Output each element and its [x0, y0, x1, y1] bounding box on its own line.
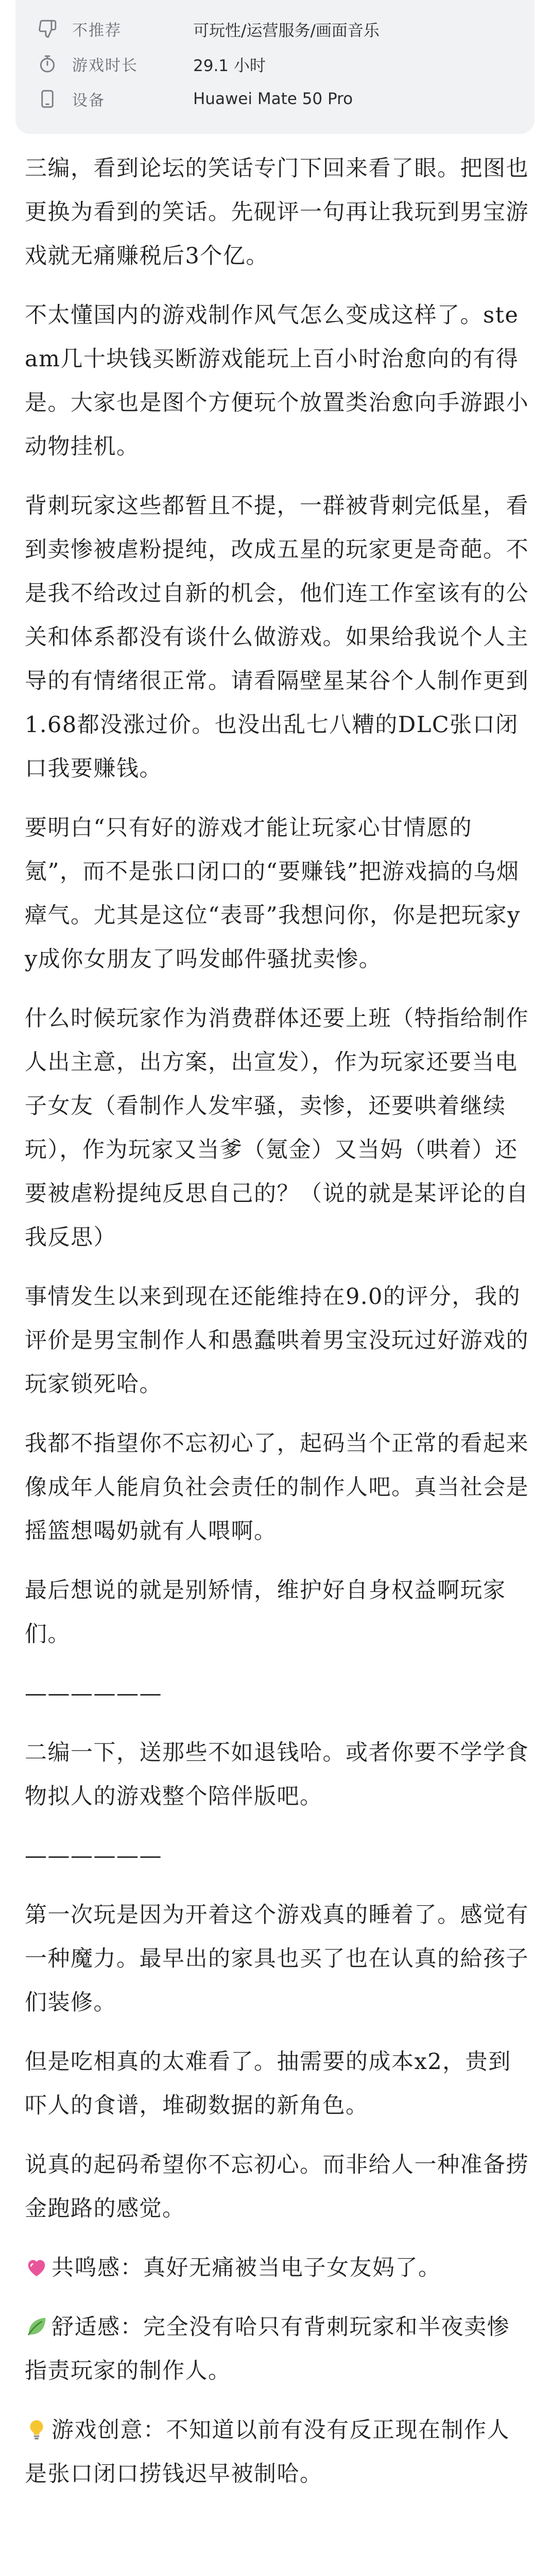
review-paragraph: 什么时候玩家作为消费群体还要上班（特指给制作人出主意，出方案，出宣发），作为玩家还要当电子女友（看制作人发牢骚，卖惨，还要哄着继续玩），作为玩家又当爹（氪金）又当妈（哄着）还要被虐粉提纯反思自己的？（说的就是某评论的自我反思）	[25, 1006, 529, 1250]
review-info-card	[15, 0, 535, 134]
divider-line: ——————	[25, 1681, 162, 1706]
review-paragraph: 说真的起码希望你不忘初心。而非给人一种准备捞金跑路的感觉。	[25, 2152, 529, 2222]
review-paragraph: 要明白“只有好的游戏才能让玩家心甘情愿的氪”，而不是张口闭口的“要赚钱”把游戏搞的乌烟瘴气。尤其是这位“表哥”我想问你，你是把玩家yy成你女朋友了吗发邮件骚扰卖惨。	[25, 815, 521, 972]
review-paragraph: 二编一下，送那些不如退钱哈。或者你要不学学食物拟人的游戏整个陪伴版吧。	[25, 1740, 529, 1809]
playtime-value: 29.1 小时	[193, 56, 266, 75]
tag-label: 游戏创意	[51, 2417, 143, 2443]
review-paragraph: 三编，看到论坛的笑话专门下回来看了眼。把图也更换为看到的笑话。先砚评一句再让我玩到男宝游戏就无痛赚税后3个亿。	[25, 156, 529, 269]
review-paragraph: 不太懂国内的游戏制作风气怎么变成这样了。steam几十块钱买断游戏能玩上百小时治愈向的有得是。大家也是图个方便玩个放置类治愈向手游跟小动物挂机。	[25, 302, 529, 460]
tag-label: 舒适感	[51, 2314, 121, 2340]
tag-text: ：完全没有哈只有背刺玩家和半夜卖惨指责玩家的制作人。	[25, 2314, 510, 2384]
divider-line: ——————	[25, 1843, 162, 1869]
recommendation-label: 不推荐	[72, 22, 122, 40]
recommendation-value: 可玩性/运营服务/画面音乐	[193, 21, 380, 40]
review-paragraph: 第一次玩是因为开着这个游戏真的睡着了。感觉有一种魔力。最早出的家具也买了也在认真的給孩子们装修。	[25, 1902, 529, 2015]
playtime-label: 游戏时长	[72, 57, 138, 75]
playtime-row	[36, 46, 535, 81]
thumbs-down-icon	[36, 18, 59, 40]
device-row	[36, 81, 535, 116]
phone-icon	[36, 88, 59, 110]
lightbulb-icon	[25, 2413, 48, 2436]
pink-heart-icon	[25, 2250, 48, 2274]
tag-text: ：真好无痛被当电子女友妈了。	[120, 2255, 441, 2281]
review-paragraph: 背刺玩家这些都暂且不提，一群被背刺完低星，看到卖惨被虐粉提纯，改成五星的玩家更是奇葩。不是我不给改过自新的机会，他们连工作室该有的公关和体系都没有谈什么做游戏。如果给我说个人主导的有情绪很正常。请看隔壁星某谷个人制作更到1.68都没涨过价。也没出乱七八糟的DLC张口闭口我要赚钱。	[25, 493, 529, 782]
tagged-paragraph-comfort	[25, 2306, 529, 2393]
device-value: Huawei Mate 50 Pro	[193, 90, 353, 108]
tagged-paragraph-resonance	[25, 2246, 529, 2290]
review-body	[25, 147, 529, 2512]
tagged-paragraph-creativity	[25, 2409, 529, 2496]
review-paragraph: 最后想说的就是别矫情，维护好自身权益啊玩家们。	[25, 1578, 506, 1647]
review-paragraph: 事情发生以来到现在还能维持在9.0的评分，我的评价是男宝制作人和愚蠢哄着男宝没玩过好游戏的玩家锁死哈。	[25, 1284, 529, 1397]
leaf-icon	[25, 2310, 48, 2333]
stopwatch-icon	[36, 53, 59, 75]
tag-label: 共鸣感	[51, 2255, 121, 2281]
review-paragraph: 我都不指望你不忘初心了，起码当个正常的看起来像成年人能肩负社会责任的制作人吧。真当社会是摇篮想喝奶就有人喂啊。	[25, 1431, 529, 1544]
review-paragraph: 但是吃相真的太难看了。抽需要的成本x2，贵到吓人的食谱，堆砌数据的新角色。	[25, 2049, 511, 2119]
tag-text: ：不知道以前有没有反正现在制作人是张口闭口捞钱迟早被制哈。	[25, 2417, 510, 2487]
device-label: 设备	[72, 92, 105, 110]
recommendation-row	[36, 11, 535, 46]
